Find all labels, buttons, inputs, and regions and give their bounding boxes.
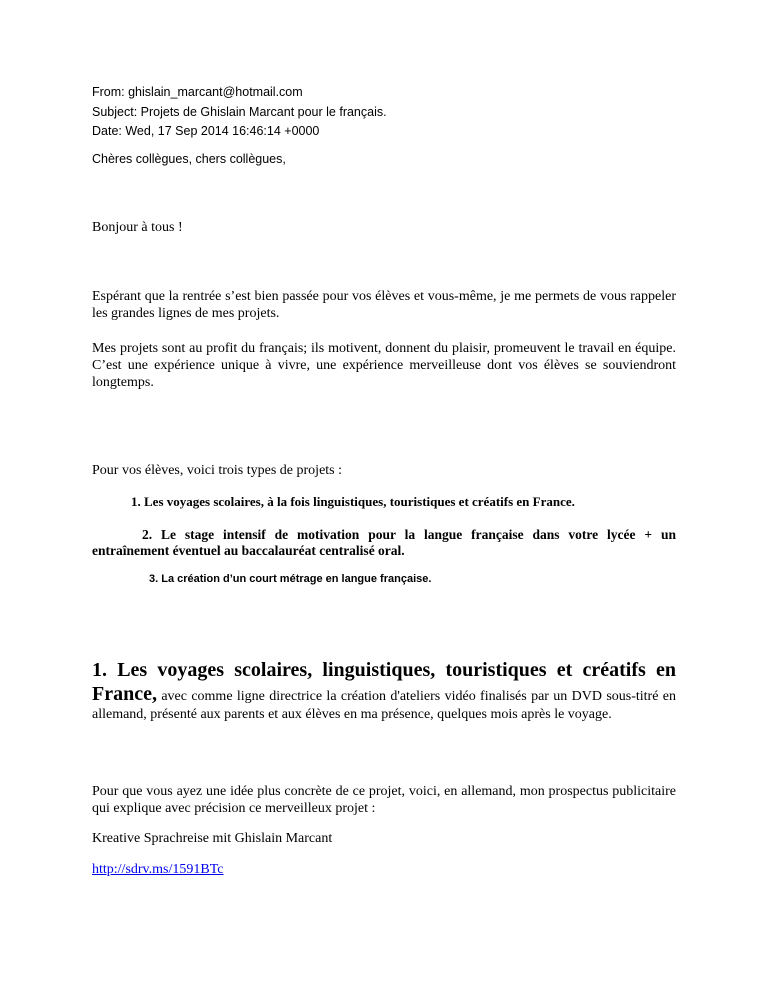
greeting: Bonjour à tous ! xyxy=(92,220,183,235)
projects-intro: Pour vos élèves, voici trois types de projets : xyxy=(92,463,343,478)
email-date: Date: Wed, 17 Sep 2014 16:46:14 +0000 xyxy=(92,124,320,138)
section-1-heading: 1. Les voyages scolaires, linguistiques, touristiques et créatifs en France, xyxy=(92,659,676,705)
project-item-3: 3. La création d’un court métrage en langue française. xyxy=(149,573,432,585)
project-item-2: 2. Le stage intensif de motivation pour la langue française dans votre lycée + un entraînement éventuel au baccalauréat centralisé oral. xyxy=(92,527,676,558)
prospectus-paragraph: Pour que vous ayez une idée plus concrète de ce projet, voici, en allemand, mon prospectus publicitaire qui explique avec précision ce merveilleux projet : xyxy=(92,784,676,816)
project-item-1: 1. Les voyages scolaires, à la fois linguistiques, touristiques et créatifs en France. xyxy=(131,494,575,509)
projects-description-paragraph: Mes projets sont au profit du français; ils motivent, donnent du plaisir, promeuvent le travail en équipe. C’est une expérience unique à vivre, une expérience merveilleuse dont vos élèves se souviendront longtemps. xyxy=(92,341,676,390)
email-subject: Subject: Projets de Ghislain Marcant pour le français. xyxy=(92,105,387,119)
email-from: From: ghislain_marcant@hotmail.com xyxy=(92,85,303,99)
prospectus-link[interactable]: http://sdrv.ms/1591BTc xyxy=(92,862,224,877)
section-1-body: avec comme ligne directrice la création d'ateliers vidéo finalisés par un DVD sous-titré en allemand, présenté aux parents et aux élèves en ma présence, quelques mois après le voyage. xyxy=(92,689,676,722)
intro-paragraph: Espérant que la rentrée s’est bien passée pour vos élèves et vous-même, je me permets de vous rappeler les grandes lignes de mes projets. xyxy=(92,289,676,321)
section-1 xyxy=(92,658,676,723)
prospectus-title: Kreative Sprachreise mit Ghislain Marcant xyxy=(92,831,333,846)
salutation: Chères collègues, chers collègues, xyxy=(92,152,286,166)
